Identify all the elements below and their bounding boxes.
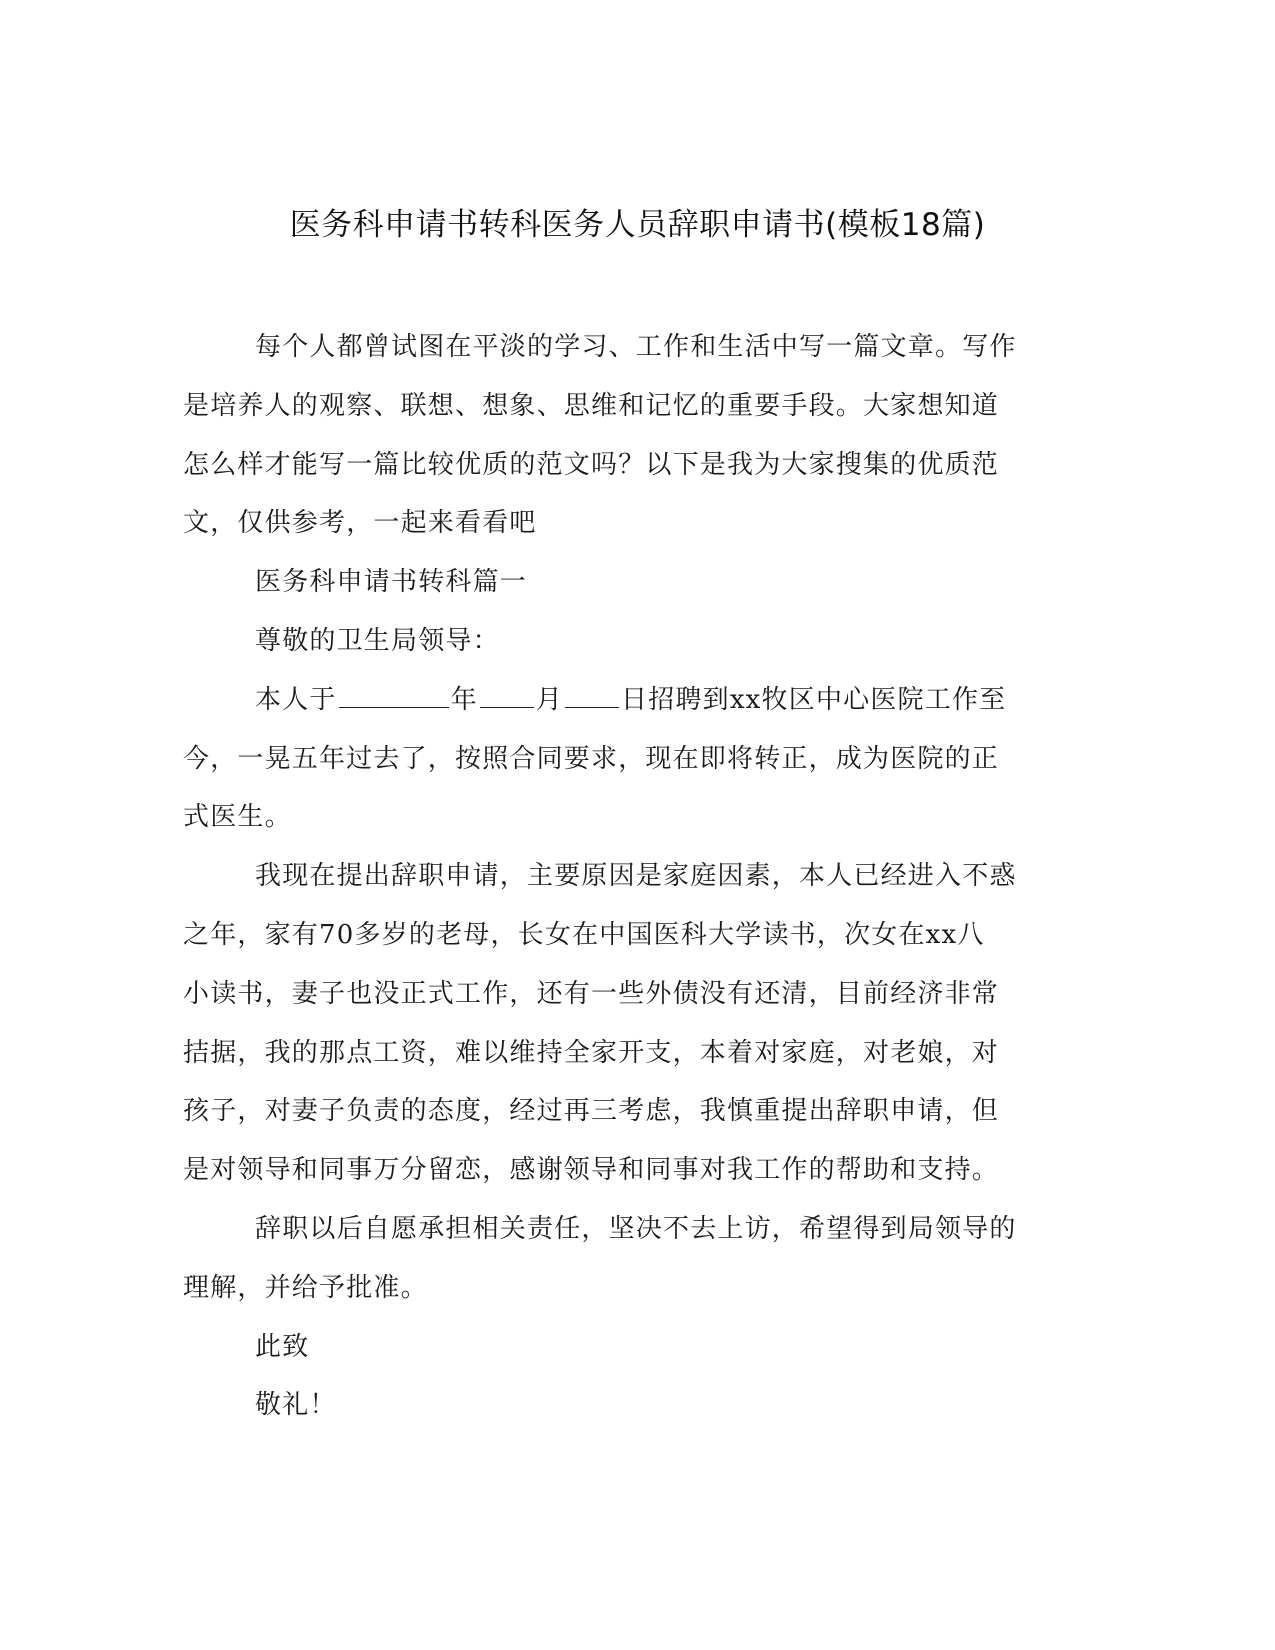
document-title: 医务科申请书转科医务人员辞职申请书(模板18篇) — [289, 207, 986, 243]
paragraph-line: 理解，并给予批准。 — [183, 1272, 428, 1303]
intro-line: 文，仅供参考，一起来看看吧 — [183, 508, 537, 539]
month-blank — [480, 683, 534, 708]
month-label: 月 — [535, 684, 564, 715]
year-blank — [339, 683, 449, 708]
year-label: 年 — [450, 684, 478, 715]
day-blank — [565, 683, 619, 708]
para1-prefix: 本人于 — [255, 684, 337, 715]
para1-rest: 日招聘到xx牧区中心医院工作至 — [621, 684, 1007, 715]
paragraph-line: 是对领导和同事万分留恋，感谢领导和同事对我工作的帮助和支持。 — [183, 1155, 1000, 1186]
intro-line: 怎么样才能写一篇比较优质的范文吗？以下是我为大家搜集的优质范 — [183, 449, 1000, 480]
paragraph-line: 小读书，妻子也没正式工作，还有一些外债没有还清，目前经济非常 — [183, 978, 1000, 1009]
paragraph-line: 辞职以后自愿承担相关责任，坚决不去上访，希望得到局领导的 — [255, 1213, 1017, 1244]
paragraph-line: 我现在提出辞职申请，主要原因是家庭因素，本人已经进入不惑 — [255, 861, 1017, 892]
paragraph-line: 拮据，我的那点工资，难以维持全家开支，本着对家庭，对老娘，对 — [183, 1037, 1000, 1068]
paragraph-line: 孩子，对妻子负责的态度，经过再三考虑，我慎重提出辞职申请，但 — [183, 1096, 1000, 1127]
paragraph-line: 之年，家有70多岁的老母，长女在中国医科大学读书，次女在xx八 — [183, 919, 985, 950]
paragraph-line-with-blanks — [183, 671, 1033, 730]
paragraph-line: 式医生。 — [183, 802, 292, 833]
closing-line: 敬礼！ — [255, 1390, 337, 1421]
closing-line: 此致 — [255, 1331, 310, 1362]
section-heading: 医务科申请书转科篇一 — [255, 567, 528, 598]
intro-line: 每个人都曾试图在平淡的学习、工作和生活中写一篇文章。写作 — [255, 332, 1017, 362]
document-body — [183, 318, 1033, 1435]
salutation: 尊敬的卫生局领导： — [255, 625, 500, 656]
intro-line: 是培养人的观察、联想、想象、思维和记忆的重要手段。大家想知道 — [183, 390, 1000, 421]
paragraph-line: 今，一晃五年过去了，按照合同要求，现在即将转正，成为医院的正 — [183, 743, 1000, 774]
